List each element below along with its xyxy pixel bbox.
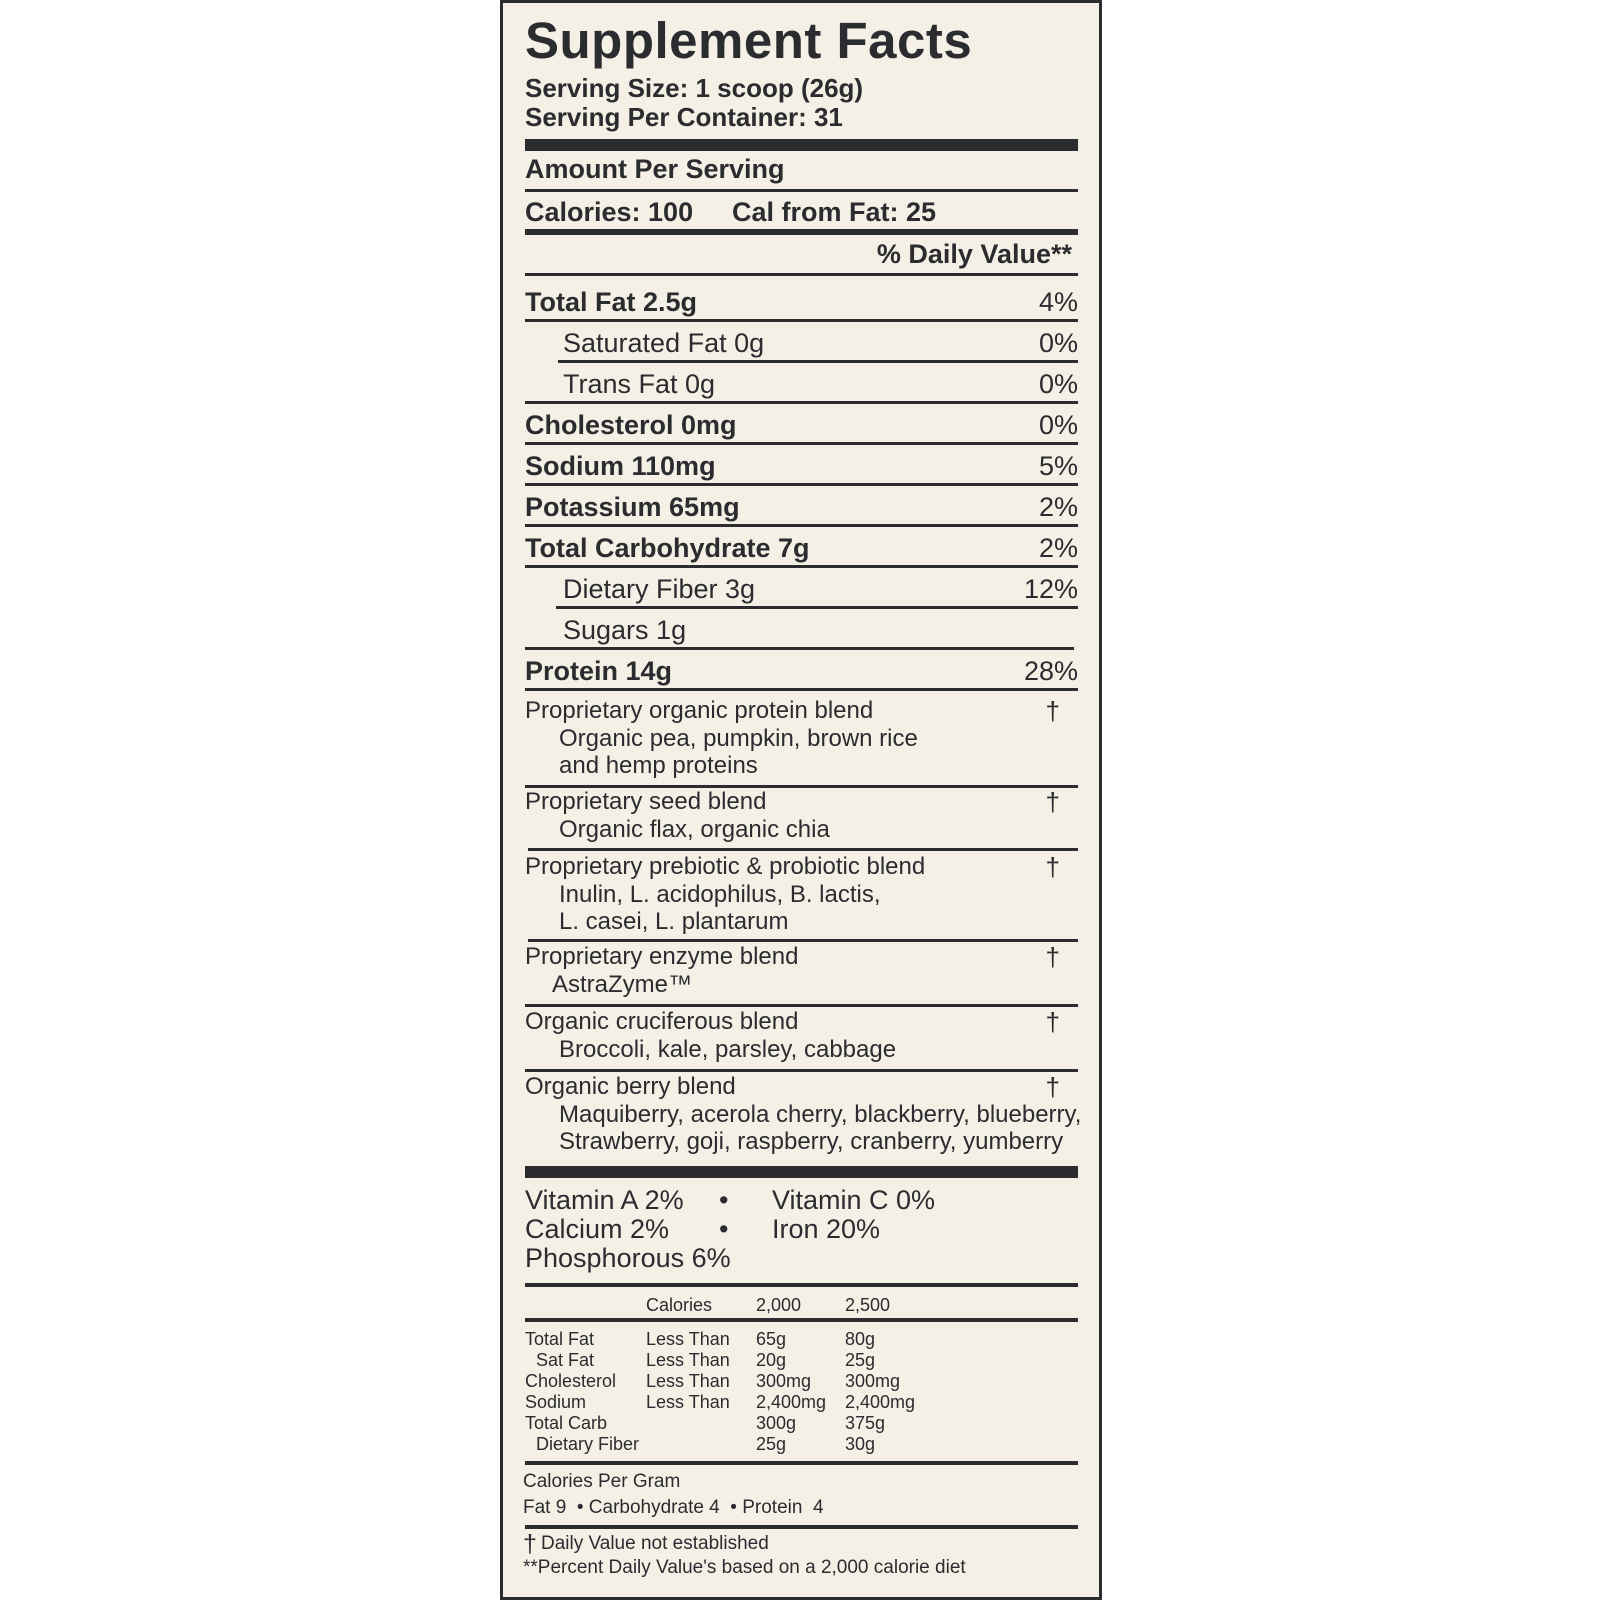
dv-cell: 25g (756, 1434, 787, 1454)
nutrient-label: Dietary Fiber 3g (563, 574, 756, 604)
row-divider (525, 647, 1074, 650)
vitamin-a: Vitamin A 2% (525, 1185, 684, 1215)
dagger-mark: † (1045, 787, 1060, 817)
dv-cell: Less Than (646, 1371, 730, 1391)
dv-row-total-carb: Total Carb (525, 1413, 608, 1433)
nutrient-daily-value: 4% (1038, 287, 1078, 317)
dv-row-sat-fat: Sat Fat (536, 1350, 595, 1370)
nutrient-daily-value: 12% (1023, 574, 1078, 604)
nutrient-label: Cholesterol 0mg (525, 410, 737, 440)
bullet-separator: • (719, 1214, 729, 1244)
blend-ingredients: Organic flax, organic chia (559, 816, 830, 843)
nutrient-row-cholesterol (525, 405, 1078, 445)
nutrient-row-sugars (525, 610, 1078, 650)
nutrient-row-trans-fat (525, 364, 1078, 404)
nutrient-row-protein (525, 651, 1078, 691)
nutrient-row-total-carbohydrate (525, 528, 1078, 568)
nutrient-row-sodium (525, 446, 1078, 486)
nutrient-row-dietary-fiber (525, 569, 1078, 609)
calories-per-gram-values: Fat 9 • Carbohydrate 4 • Protein 4 (523, 1497, 824, 1518)
nutrient-row-total-fat (525, 282, 1078, 322)
blend-cruciferous (525, 1008, 1078, 1070)
dv-header-calories: Calories (646, 1295, 713, 1315)
nutrient-label: Total Fat 2.5g (525, 287, 698, 317)
dv-cell: 375g (845, 1413, 886, 1433)
blend-seed (525, 788, 1078, 848)
calories: Calories: 100 (525, 197, 694, 227)
blend-enzyme (525, 943, 1078, 1005)
dv-row-total-fat: Total Fat (525, 1329, 595, 1349)
dv-header-2000: 2,000 (756, 1295, 802, 1315)
blend-ingredients: AstraZyme™ (552, 971, 693, 998)
blend-ingredients: Inulin, L. acidophilus, B. lactis, L. casei, L. plantarum (559, 881, 881, 935)
supplement-facts-panel (500, 0, 1102, 1600)
thick-divider (525, 139, 1078, 151)
dv-header-2500: 2,500 (845, 1295, 891, 1315)
row-divider (525, 319, 1078, 322)
row-divider (558, 360, 1078, 363)
divider (525, 1318, 1078, 1322)
dagger-mark: † (1045, 942, 1060, 972)
blend-name: Proprietary prebiotic & probiotic blend (525, 853, 926, 880)
divider (525, 1525, 1078, 1529)
nutrient-row-saturated-fat (525, 323, 1078, 363)
dv-cell: 300mg (756, 1371, 812, 1391)
vitamin-c: Vitamin C 0% (772, 1185, 936, 1215)
panel-title: Supplement Facts (525, 12, 973, 69)
divider (525, 1283, 1078, 1287)
blend-name: Proprietary enzyme blend (525, 943, 799, 970)
row-divider (525, 524, 1078, 527)
nutrient-daily-value: 28% (1023, 656, 1078, 686)
dv-row-dietary-fiber: Dietary Fiber (536, 1434, 640, 1454)
nutrient-label: Protein 14g (525, 656, 673, 686)
dagger-mark: † (523, 1530, 537, 1558)
dv-cell: 2,400mg (756, 1392, 827, 1412)
medium-divider (525, 229, 1078, 235)
dv-cell: 80g (845, 1329, 876, 1349)
footnote-percent-daily-value: **Percent Daily Value's based on a 2,000 calorie diet (523, 1557, 966, 1578)
divider (525, 1004, 1078, 1007)
footnote-dagger: Daily Value not established (541, 1533, 769, 1554)
calories-from-fat: Cal from Fat: 25 (732, 197, 937, 227)
blend-protein (525, 697, 1078, 787)
dv-cell: 25g (845, 1350, 876, 1370)
blend-ingredients: Organic pea, pumpkin, brown rice and hemp proteins (559, 725, 918, 779)
dv-row-sodium: Sodium (525, 1392, 587, 1412)
nutrient-daily-value: 2% (1038, 533, 1078, 563)
thick-divider (525, 1166, 1078, 1178)
row-divider (525, 565, 1078, 568)
row-divider (556, 606, 1078, 609)
row-divider (525, 483, 1078, 486)
divider (528, 848, 1078, 851)
nutrient-label: Saturated Fat 0g (563, 328, 765, 358)
blend-ingredients: Broccoli, kale, parsley, cabbage (559, 1036, 897, 1063)
dagger-mark: † (1045, 696, 1060, 726)
divider (525, 273, 1078, 276)
divider (525, 1461, 1078, 1465)
nutrient-daily-value: 0% (1038, 369, 1078, 399)
dv-cell: 65g (756, 1329, 787, 1349)
amount-per-serving: Amount Per Serving (525, 154, 785, 184)
blend-name: Proprietary seed blend (525, 788, 767, 815)
blend-prebiotic-probiotic (525, 853, 1078, 943)
phosphorous: Phosphorous 6% (525, 1243, 731, 1273)
dv-cell: Less Than (646, 1350, 730, 1370)
dv-cell: 300mg (845, 1371, 901, 1391)
nutrient-label: Potassium 65mg (525, 492, 740, 522)
blend-ingredients: Maquiberry, acerola cherry, blackberry, blueberry, Strawberry, goji, raspberry, cranberry, yumberry (559, 1101, 1082, 1155)
dv-cell: 30g (845, 1434, 876, 1454)
iron: Iron 20% (772, 1214, 881, 1244)
divider (525, 1069, 1078, 1072)
blend-name: Organic berry blend (525, 1073, 736, 1100)
calcium: Calcium 2% (525, 1214, 670, 1244)
daily-value-header: % Daily Value** (876, 239, 1072, 269)
nutrient-label: Sodium 110mg (525, 451, 716, 481)
row-divider (525, 442, 1078, 445)
blend-name: Proprietary organic protein blend (525, 697, 874, 724)
servings-per-container: Serving Per Container: 31 (525, 102, 843, 132)
row-divider (525, 688, 1078, 691)
dagger-mark: † (1045, 1007, 1060, 1037)
nutrient-daily-value: 5% (1038, 451, 1078, 481)
bullet-separator: • (719, 1185, 729, 1215)
dv-cell: Less Than (646, 1329, 730, 1349)
blend-name: Organic cruciferous blend (525, 1008, 799, 1035)
calories-per-gram-label: Calories Per Gram (523, 1471, 681, 1492)
blend-berry (525, 1072, 1082, 1163)
dv-cell: Less Than (646, 1392, 730, 1412)
nutrient-row-potassium (525, 487, 1078, 527)
nutrient-label: Total Carbohydrate 7g (525, 533, 810, 563)
serving-size: Serving Size: 1 scoop (26g) (525, 73, 864, 103)
nutrient-label: Sugars 1g (563, 615, 687, 645)
divider (528, 939, 1078, 942)
dv-cell: 2,400mg (845, 1392, 916, 1412)
nutrient-daily-value: 0% (1038, 410, 1078, 440)
nutrient-label: Trans Fat 0g (563, 369, 716, 399)
row-divider (525, 401, 1078, 404)
nutrient-daily-value: 0% (1038, 328, 1078, 358)
dagger-mark: † (1045, 1072, 1060, 1102)
nutrient-daily-value: 2% (1038, 492, 1078, 522)
dv-row-cholesterol: Cholesterol (525, 1371, 617, 1391)
dv-cell: 300g (756, 1413, 797, 1433)
dv-cell: 20g (756, 1350, 787, 1370)
dagger-mark: † (1045, 852, 1060, 882)
divider (525, 189, 1078, 192)
